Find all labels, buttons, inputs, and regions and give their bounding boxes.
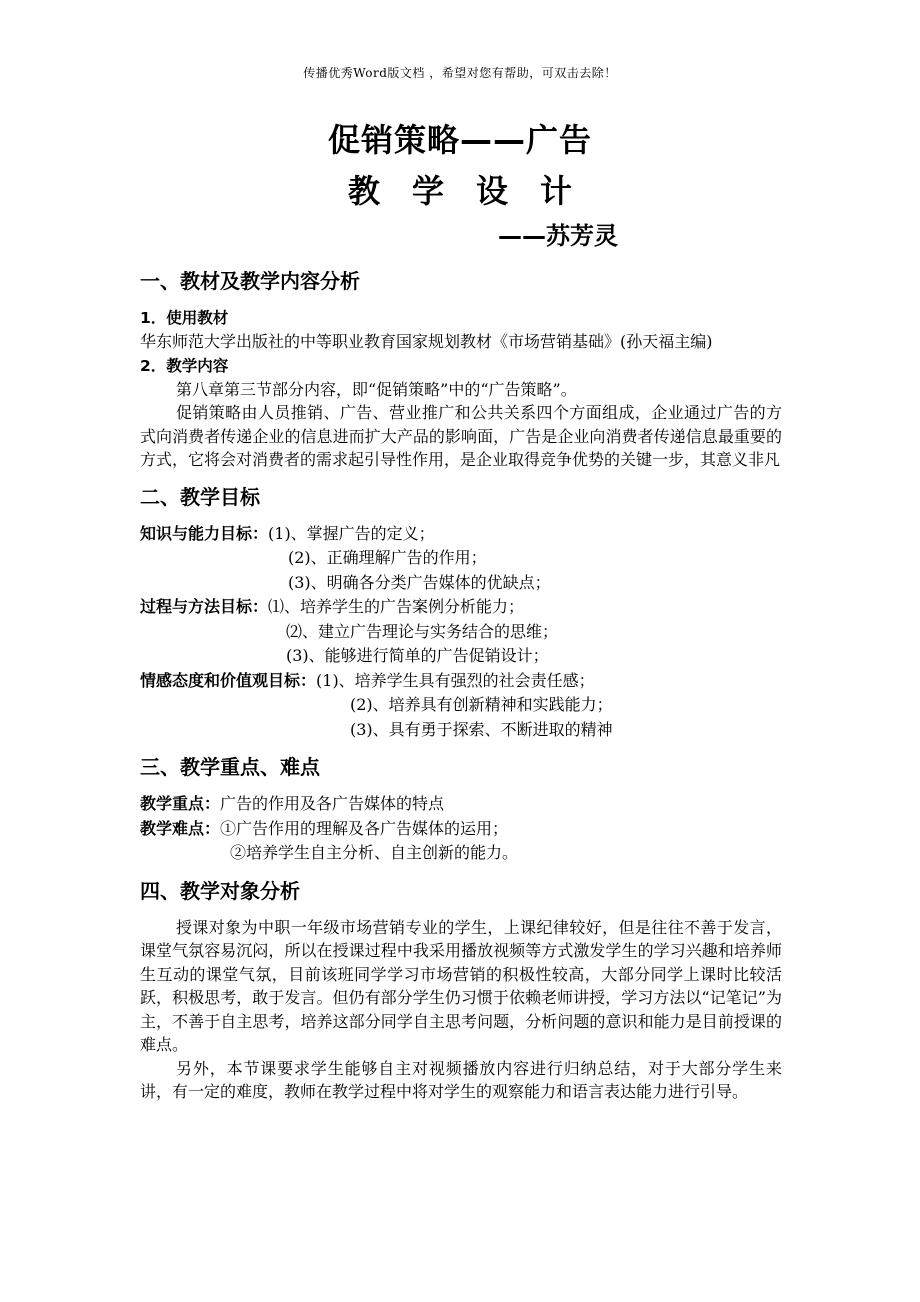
key-point-label: 教学重点：: [140, 794, 221, 813]
title-line-2: 教学设计: [347, 172, 604, 210]
goal-1-line-1: [140, 522, 782, 547]
goal-1-item-1: (1)、掌握广告的定义；: [268, 523, 435, 543]
section-3-heading: 三、教学重点、难点: [140, 755, 320, 779]
section-2-heading: 二、教学目标: [140, 484, 260, 509]
goal-3-item-2: (2)、培养具有创新精神和实践能力；: [350, 695, 613, 714]
difficulty-label: 教学难点：: [140, 818, 221, 838]
section-4-heading: 四、教学对象分析: [140, 878, 300, 903]
section-1-sub-2: 2．教学内容: [140, 356, 229, 375]
section-4-para-2: 另外，本节课要求学生能够自主对视频播放内容进行归纳总结，对于大部分学生来讲，有一定的难度，教师在教学过程中将对学生的观察能力和语言表达能力进行引导。: [140, 1058, 782, 1101]
header-note: 传播优秀Word版文档 ，希望对您有帮助，可双击去除！: [303, 66, 617, 80]
goal-3-label: 情感态度和价值观目标：: [140, 670, 317, 690]
difficulty-item-2: ②培养学生自主分析、自主创新的能力。: [230, 843, 519, 862]
goal-1-item-2: (2)、正确理解广告的作用；: [288, 548, 487, 567]
goal-2-item-2: ⑵、建立广告理论与实务结合的思维；: [286, 621, 559, 641]
goal-2-line-1: [140, 595, 782, 620]
section-1-sub-1: 1．使用教材: [140, 309, 229, 327]
section-1-para-1: 第八章第三节部分内容，即“促销策略”中的“广告策略”。: [176, 379, 577, 399]
goal-2-item-3: (3)、能够进行简单的广告促销设计；: [286, 646, 549, 665]
author: ——苏芳灵: [498, 222, 618, 250]
goal-2-item-1: ⑴、培养学生的广告案例分析能力；: [268, 597, 525, 616]
goal-1-label: 知识与能力目标：: [140, 523, 269, 543]
document-body: [140, 266, 782, 1104]
section-1-text-1: 华东师范大学出版社的中等职业教育国家规划教材《市场营销基础》(孙天福主编): [140, 332, 713, 351]
section-4-para-1: 授课对象为中职一年级市场营销专业的学生，上课纪律较好，但是往往不善于发言，课堂气氛容易沉闷，所以在授课过程中我采用播放视频等方式激发学生的学习兴趣和培养师生互动的课堂气氛，目前该班同学学习市场营销的积极性较高，大部分同学上课时比较活跃，积极思考，敢于发言。但仍有部分学生仍习惯于依赖老师讲授，学习方法以“记笔记”为主，不善于自主思考，培养这部分同学自主思考问题，分析问题的意识和能力是目前授课的难点。: [140, 917, 782, 1054]
section-1-heading: 一、教材及教学内容分析: [140, 269, 360, 293]
difficulty-line-1: [140, 817, 782, 842]
goal-3-line-1: [140, 669, 782, 694]
goal-2-label: 过程与方法目标：: [140, 597, 269, 616]
key-point-line: [140, 792, 782, 817]
goal-3-item-1: (1)、培养学生具有强烈的社会责任感；: [316, 670, 595, 690]
goal-3-item-3: (3)、具有勇于探索、不断进取的精神: [350, 719, 613, 739]
title-line-1: 促销策略——广告: [327, 121, 592, 159]
goal-1-item-3: (3)、明确各分类广告媒体的优缺点；: [288, 572, 551, 592]
section-1-para-2: 促销策略由人员推销、广告、营业推广和公共关系四个方面组成，企业通过广告的方式向消费者传递企业的信息进而扩大产品的影响面，广告是企业向消费者传递信息最重要的方式，它将会对消费者的需求起引导性作用，是企业取得竞争优势的关键一步，其意义非凡: [140, 403, 782, 469]
difficulty-item-1: ①广告作用的理解及各广告媒体的运用；: [220, 818, 509, 838]
key-point-text: 广告的作用及各广告媒体的特点: [220, 794, 445, 813]
